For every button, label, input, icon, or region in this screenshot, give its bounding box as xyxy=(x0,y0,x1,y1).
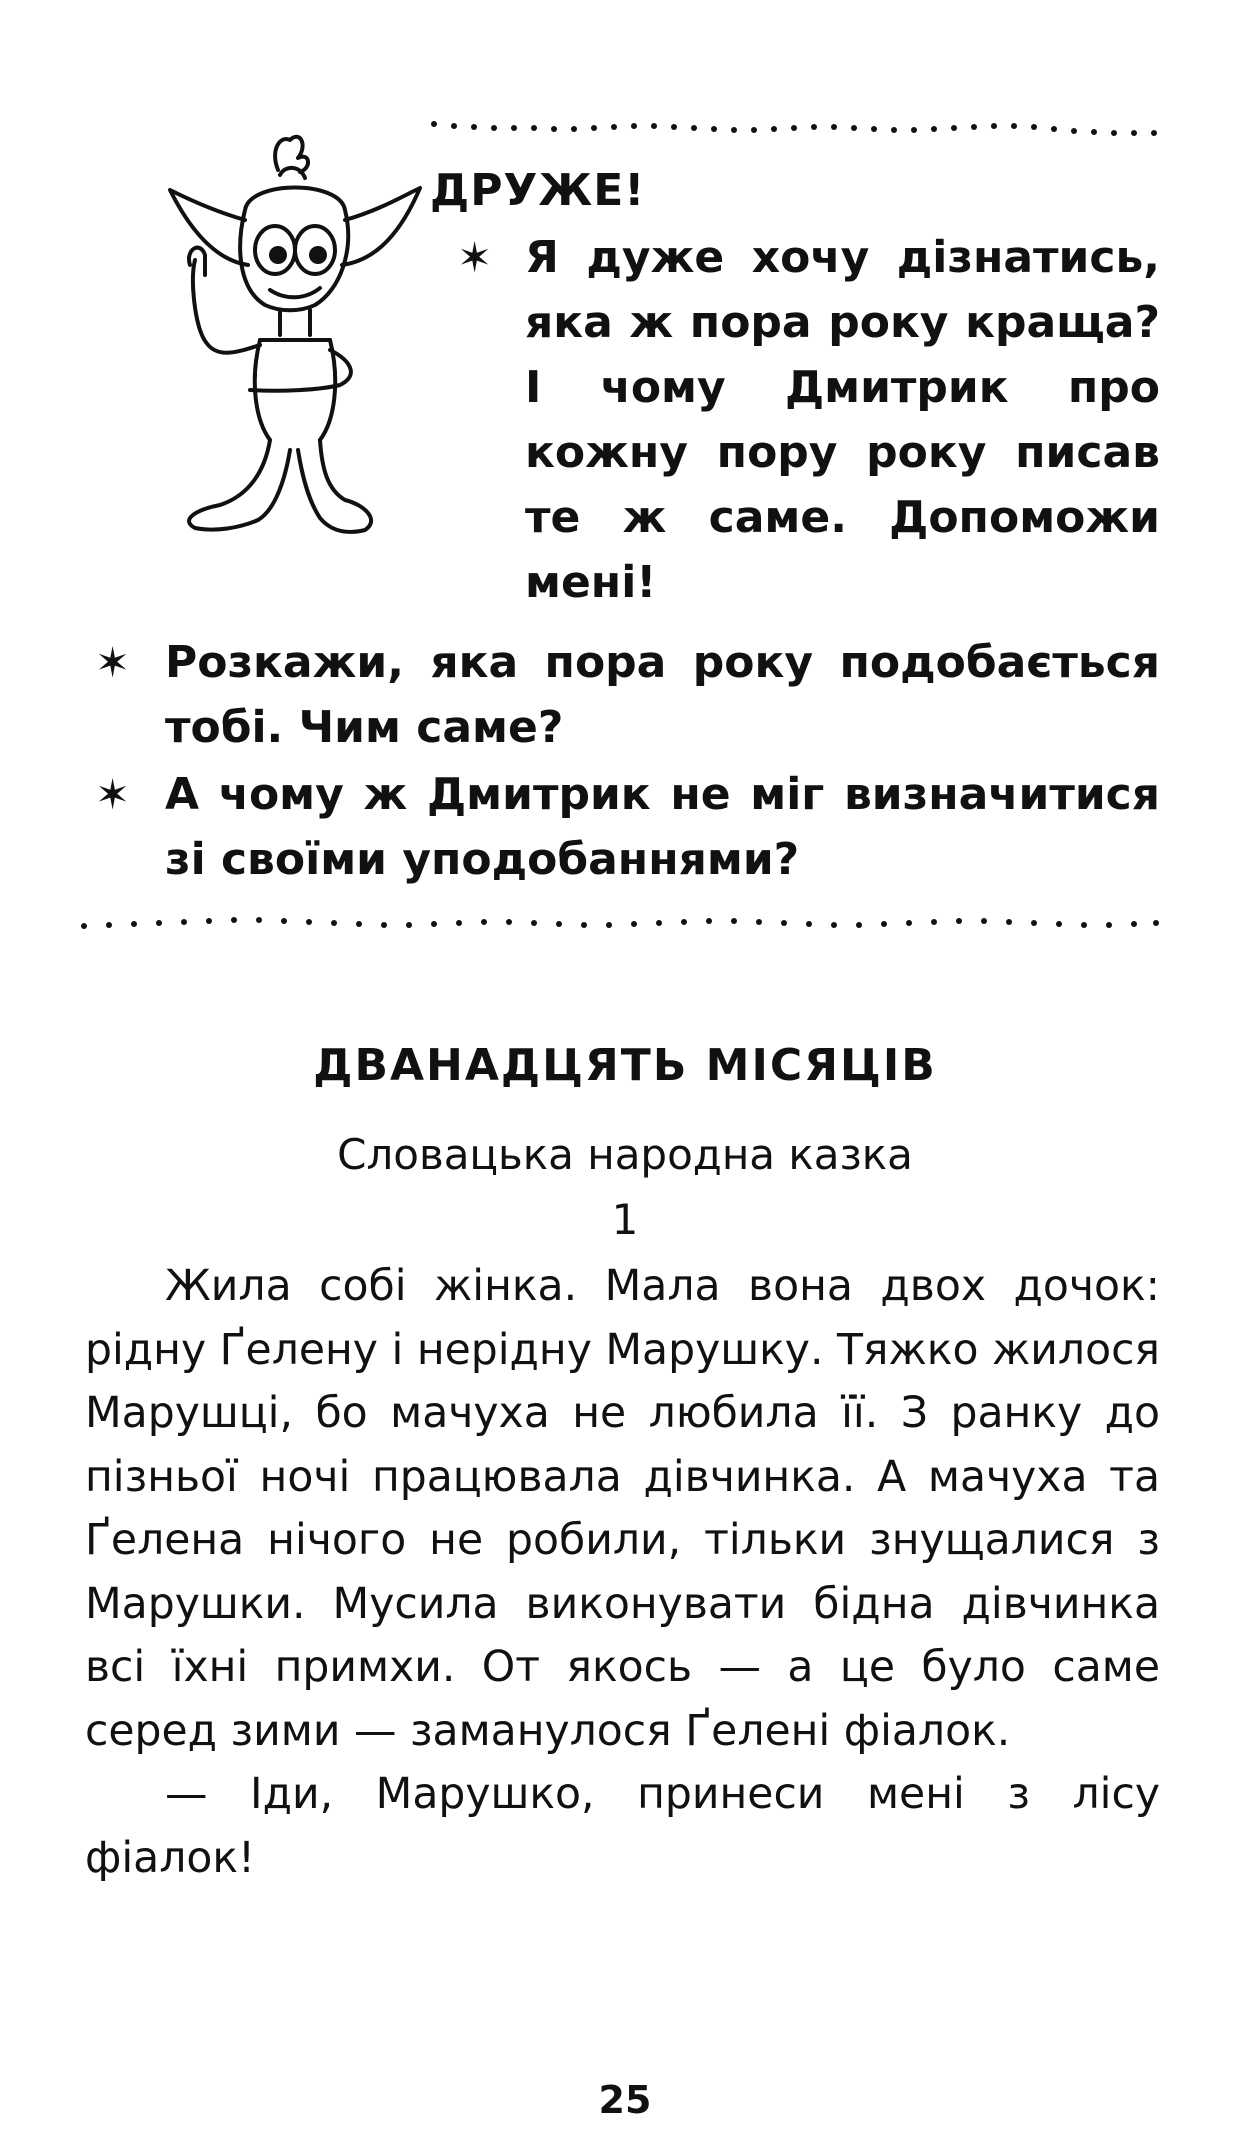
elf-character-illustration xyxy=(140,100,440,540)
story-body xyxy=(85,1255,1160,1890)
callout-question-1 xyxy=(457,225,1160,615)
callout-greeting: ДРУЖЕ! xyxy=(430,165,646,216)
question-text: А чому ж Дмитрик не міг визначитися зі своїми уподобаннями? xyxy=(165,769,1160,885)
story-paragraph: Жила собі жінка. Мала вона двох дочок: рідну Ґелену і нерідну Марушку. Тяжко жилося Марушці, бо мачуха не любила її. З ранку до пізньої ночі працювала дівчинка. А мачуха та Ґелена нічого не робили, тільки знущалися з Марушки. Мусила виконувати бідна дівчинка всі їхні примхи. От якось — а це було саме серед зими — заманулося Ґелені фіалок. xyxy=(85,1262,1160,1756)
star-icon: ✶ xyxy=(95,770,131,819)
star-icon: ✶ xyxy=(457,233,493,282)
dotted-divider-bottom xyxy=(80,912,1160,936)
story-title: ДВАНАДЦЯТЬ МІСЯЦІВ xyxy=(313,1040,937,1091)
story-subtitle: Словацька народна казка xyxy=(337,1130,913,1179)
question-text: Розкажи, яка пора року подобається тобі. Чим саме? xyxy=(165,637,1160,753)
star-icon: ✶ xyxy=(95,638,131,687)
chapter-number: 1 xyxy=(611,1195,639,1244)
callout-question-2 xyxy=(95,630,1160,760)
question-text: Я дуже хочу дізнатись, яка ж пора року краща? І чому Дмитрик про кожну пору року писав те ж саме. Допоможи мені! xyxy=(525,232,1160,608)
page-number: 25 xyxy=(598,2078,652,2122)
dotted-divider-top xyxy=(430,118,1160,142)
story-paragraph: — Іди, Марушко, принеси мені з лісу фіалок! xyxy=(85,1770,1160,1883)
callout-question-3 xyxy=(95,762,1160,892)
